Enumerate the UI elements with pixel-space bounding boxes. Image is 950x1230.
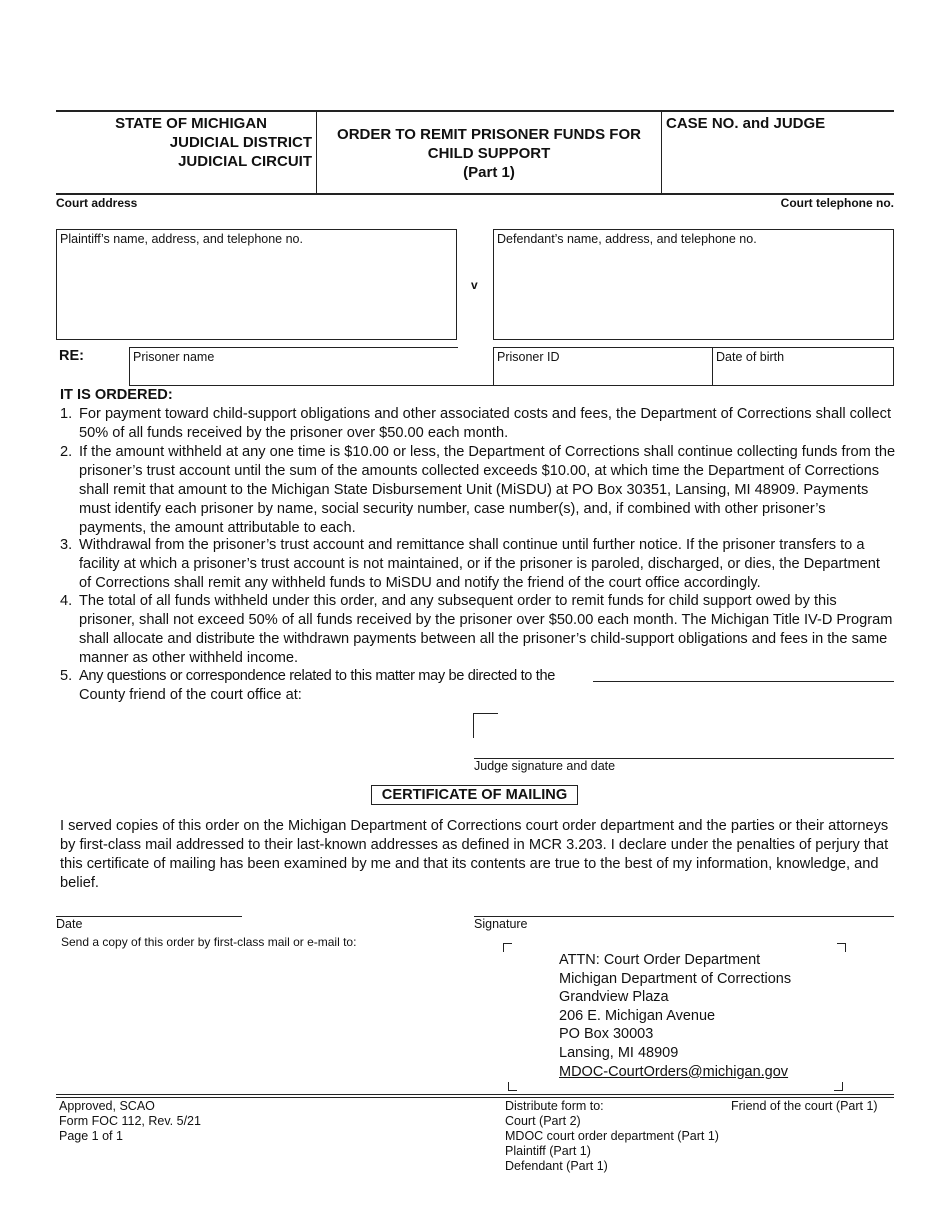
court-telephone-label: Court telephone no.: [780, 196, 894, 210]
form-number: Form FOC 112, Rev. 5/21: [59, 1114, 201, 1128]
title-part: (Part 1): [463, 164, 515, 181]
address-line: Lansing, MI 48909: [559, 1044, 679, 1061]
order-item-5: [60, 667, 896, 705]
approved-label: Approved, SCAO: [59, 1099, 155, 1113]
plaintiff-label: Plaintiff’s name, address, and telephone no.: [60, 232, 303, 246]
date-of-birth-field[interactable]: [712, 347, 894, 386]
order-item-number: 1.: [60, 406, 73, 422]
seal-corner: [473, 713, 498, 738]
header-bottom-rule: [56, 193, 894, 195]
distribute-item: MDOC court order department (Part 1): [505, 1129, 719, 1143]
prisoner-name-field[interactable]: [129, 347, 458, 386]
re-row-bridge-bottom: [457, 385, 494, 386]
form-title: [317, 125, 661, 182]
address-line: ATTN: Court Order Department: [559, 952, 761, 968]
order-item-1: [60, 405, 896, 443]
title-line-2: CHILD SUPPORT: [427, 145, 551, 162]
date-label: Date: [56, 917, 83, 931]
date-line[interactable]: [56, 916, 242, 917]
distribute-item: Plaintiff (Part 1): [505, 1144, 591, 1158]
address-corner-top-right: [837, 943, 846, 952]
address-corner-bottom-left: [508, 1082, 517, 1091]
judicial-district: JUDICIAL DISTRICT: [169, 134, 312, 151]
re-label: RE:: [59, 348, 84, 364]
certificate-title: CERTIFICATE OF MAILING: [371, 785, 578, 805]
order-item-number: 5.: [60, 668, 73, 684]
certificate-body: I served copies of this order on the Michigan Department of Corrections court order department and the parties or their attorneys by first-class mail addressed to their last-known addresses as defined in MCR 3.203. I declare under the penalties of perjury that this certificate of mailing has been examined by me and that its contents are true to the best of my information, knowledge, and belief.: [60, 818, 889, 891]
order-item-text: For payment toward child-support obligations and other associated costs and fees, the Department of Corrections shall collect 50% of all funds received by the prisoner over $50.00 each month.: [79, 406, 891, 441]
order-item-2: [60, 443, 896, 538]
address-line: PO Box 30003: [559, 1026, 654, 1043]
address-line: Grandview Plaza: [559, 989, 669, 1006]
court-jurisdiction: [60, 114, 312, 171]
distribution-list: [505, 1099, 719, 1174]
footer-rule-1: [56, 1094, 894, 1095]
order-item-text: Withdrawal from the prisoner’s trust account and remittance shall continue until further notice. If the prisoner transfers to a facility at which a prisoner’s trust account is not maintained, or if the prisoner is paroled, discharged, or dies, the Department of Corrections shall remit any withheld funds to MiSDU and notify the friend of the court office accordingly.: [79, 537, 880, 591]
order-item-text: If the amount withheld at any one time is $10.00 or less, the Department of Corrections shall continue collecting funds from the prisoner’s trust account until the sum of the amounts collected exceeds $10.00, at which time the Department of Corrections shall remit that amount to the Michigan State Disbursement Unit (MiSDU) at PO Box 30351, Lansing, MI 48909. Payments must identify each prisoner by name, social security number, case number(s), and, if combined with other prisoner’s payments, the amount attributable to each.: [79, 444, 896, 536]
distribute-item: Court (Part 2): [505, 1114, 581, 1128]
court-address-label: Court address: [56, 196, 138, 210]
plaintiff-field[interactable]: [56, 229, 457, 340]
distribute-friend: Friend of the court (Part 1): [731, 1099, 878, 1113]
state-name: STATE OF MICHIGAN: [115, 115, 267, 132]
order-item-3: [60, 536, 896, 593]
address-corner-bottom-right: [834, 1082, 843, 1091]
send-copy-note: Send a copy of this order by first-class mail or e-mail to:: [61, 935, 357, 949]
order-item-number: 2.: [60, 444, 73, 460]
address-corner-top-left: [503, 943, 512, 952]
order-heading: IT IS ORDERED:: [60, 387, 173, 403]
prisoner-id-field[interactable]: [493, 347, 713, 386]
judge-signature-label: Judge signature and date: [474, 759, 616, 773]
order-item-4: [60, 592, 896, 668]
order-item-text: The total of all funds withheld under this order, and any subsequent order to remit funds for child support owed by this prisoner, shall not exceed 50% of all funds received by the prisoner over $50.00 each month. The Michigan Title IV-D Program shall allocate and distribute the withdrawn payments between all the prisoner’s child-support obligations and fees in the same manner as other withheld income.: [79, 593, 893, 666]
versus-label: v: [471, 278, 478, 292]
footer-form-info: [59, 1099, 201, 1144]
order-item-text-line-2: County friend of the court office at:: [79, 687, 302, 703]
order-item-text: Any questions or correspondence related to this matter may be directed to the: [79, 668, 556, 684]
date-of-birth-label: Date of birth: [716, 350, 785, 364]
prisoner-name-label: Prisoner name: [133, 350, 215, 364]
order-item-number: 3.: [60, 537, 73, 553]
case-number-label: CASE NO. and JUDGE: [666, 115, 826, 132]
footer-rule-2: [56, 1097, 894, 1098]
mdoc-email-link[interactable]: MDOC-CourtOrders@michigan.gov: [559, 1063, 789, 1080]
mailing-address: [559, 951, 791, 1081]
case-number-field[interactable]: [662, 111, 894, 193]
address-line: 206 E. Michigan Avenue: [559, 1007, 716, 1024]
defendant-field[interactable]: [493, 229, 894, 340]
county-blank[interactable]: [593, 681, 894, 682]
page-number: Page 1 of 1: [59, 1129, 123, 1143]
prisoner-id-label: Prisoner ID: [497, 350, 560, 364]
signature-label: Signature: [474, 917, 528, 931]
distribute-item: Defendant (Part 1): [505, 1159, 608, 1173]
order-item-number: 4.: [60, 593, 73, 609]
judicial-circuit: JUDICIAL CIRCUIT: [178, 153, 312, 170]
defendant-label: Defendant’s name, address, and telephone no.: [497, 232, 757, 246]
title-line-1: ORDER TO REMIT PRISONER FUNDS FOR: [337, 126, 641, 143]
distribute-label: Distribute form to:: [505, 1099, 604, 1113]
address-line: Michigan Department of Corrections: [559, 970, 792, 987]
signature-line[interactable]: [474, 916, 894, 917]
